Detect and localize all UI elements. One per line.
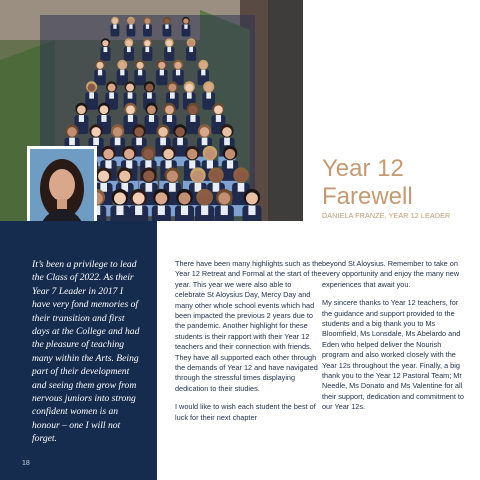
article-byline: DANIELA FRANZE, YEAR 12 LEADER [322, 211, 451, 220]
article-title [322, 155, 413, 211]
article-title-line-2: Farewell [322, 183, 413, 210]
page-number: 18 [22, 460, 30, 467]
body-paragraph: I would like to wish each student the best of luck for their next chapter [175, 402, 316, 422]
pull-quote: It’s been a privilege to lead the Class of 2022. As their Year 7 Leader in 2017 I have very fond memories of their transition and first days at the College and had the pleasure of teaching many within the Arts. Being part of their development and seeing them grow from nervous juniors into strong confident women is an honour – one I will not forget. [32, 259, 140, 445]
body-column-1 [175, 259, 323, 431]
body-paragraph: beyond St Aloysius. Remember to take on every opportunity and enjoy the many new experiences that await you. [322, 259, 460, 289]
body-paragraph: My sincere thanks to Year 12 teachers, for the guidance and support provided to the students and a big thank you to Ms Bloomfield, Ms Lonsdale, Ms Abelardo and Eden who helped deliver the Nourish program and also worked closely with the Year 12s throughout the year. Finally, a big thank you to the Year 12 Pastoral Team; Mr Needle, Ms Donato and Ms Valentine for all their support, dedication and commitment to our Year 12s. [322, 298, 464, 412]
article-title-line-1: Year 12 [322, 155, 404, 182]
body-column-2 [322, 259, 470, 421]
body-paragraph: There have been many highlights such as the Year 12 Retreat and Formal at the start of the year. This year we were also able to celebrate St Aloysius Day, Mercy Day and many other whole school events which had been impacted the previous 2 years due to the pandemic. Another highlight for these students is their rapport with their Year 12 teachers and their connection with friends. They have all supported each other through the demands of Year 12 and have navigated through the stressful times displaying dedication to their studies. [175, 259, 323, 393]
